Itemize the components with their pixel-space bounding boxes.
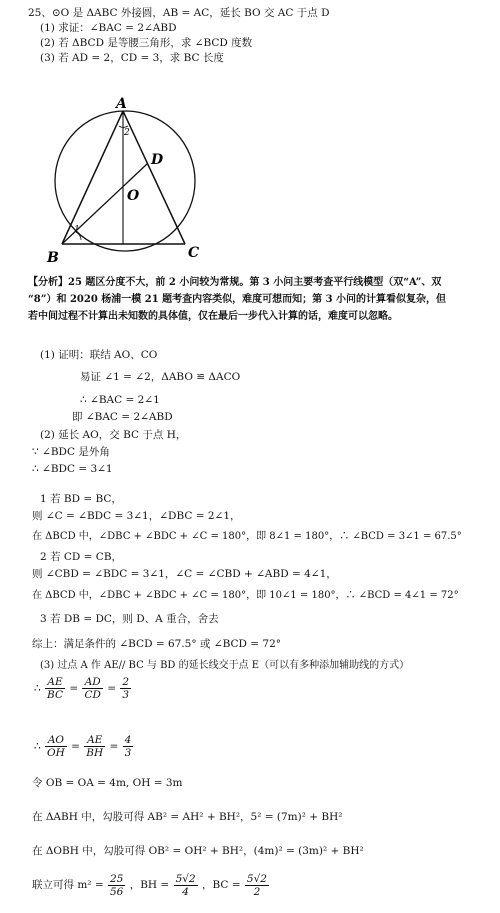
fraction-m-squared: $\frac{25}{56}$: [109, 872, 124, 898]
analysis-line-3: 若中间过程不计算出未知数的具体值，仅在最后一步代入计算的话，难度可以忽略。: [28, 311, 398, 322]
case-1-heading: 1 若 BD = BC，: [40, 493, 122, 505]
fraction-ao-oh: $\frac{AO}{OH}$: [47, 734, 65, 759]
label-b: B: [47, 250, 59, 266]
bc-equals: ，BC =: [201, 879, 241, 891]
fraction-bc: $\frac{5√2}{2}$: [246, 872, 267, 898]
fraction-ae-bh: $\frac{AE}{BH}$: [86, 734, 104, 759]
solution-let-step: 令 OB = OA = 4m, OH = 3m: [32, 777, 183, 789]
problem-part-3: (3) 若 AD = 2，CD = 3，求 BC 长度: [40, 52, 224, 64]
therefore-symbol: ∴: [34, 682, 41, 695]
bh-equals: ，BH =: [129, 879, 170, 891]
case-2-step-2: 在 ΔBCD 中，∠DBC + ∠BDC + ∠C = 180°，即 10∠1 = 180°，∴ ∠BCD = 4∠1 = 72°: [32, 590, 459, 601]
final-result-line: [32, 872, 270, 898]
side-ab: [62, 111, 123, 244]
ratio-line-2: ∴ $\frac{AO}{OH}$ = $\frac{AE}{BH}$ = $\frac{4}{3}$: [34, 734, 132, 759]
label-angle-2: 2: [124, 128, 130, 138]
problem-part-1: (1) 求证：∠BAC = 2∠ABD: [40, 22, 177, 34]
analysis-line-1: 【分析】25 题区分度不大，前 2 小问较为常规。第 3 小问主要考查平行线模型（双“A”、双: [28, 277, 442, 288]
label-angle-1: 1: [74, 225, 80, 235]
label-c: C: [188, 245, 200, 261]
solution-step-1: (1) 证明：联结 AO、CO: [40, 349, 158, 361]
pythagoras-abh: 在 ΔABH 中，勾股可得 AB² = AH² + BH²，5² = (7m)² + BH²: [32, 811, 343, 823]
case-2-step-1: 则 ∠CBD = ∠BDC = 3∠1，∠C = ∠CBD + ∠ABD = 4∠1，: [32, 568, 337, 580]
label-o: O: [127, 188, 140, 204]
final-prefix: 联立可得 m² =: [32, 879, 104, 891]
case-3-heading: 3 若 DB = DC，则 D、A 重合，舍去: [40, 613, 219, 625]
solution-conclusion: 综上：满足条件的 ∠BCD = 67.5° 或 ∠BCD = 72°: [32, 638, 282, 650]
part-3-intro: (3) 过点 A 作 AE// BC 与 BD 的延长线交于点 E（可以有多种添加辅助线的方式）: [40, 660, 410, 671]
pythagoras-obh: 在 ΔOBH 中，勾股可得 OB² = OH² + BH²，(4m)² = (3m)² + BH²: [32, 845, 364, 857]
case-2-heading: 2 若 CD = CB，: [40, 551, 123, 563]
ratio-line-1: ∴ $\frac{AE}{BC}$ = $\frac{AD}{CD}$ = $\frac{2}{3}$: [34, 676, 130, 701]
solution-step-7: ∴ ∠BDC = 3∠1: [32, 463, 113, 475]
label-a: A: [116, 96, 127, 112]
fraction-ae-bc: $\frac{AE}{BC}$: [47, 676, 63, 701]
therefore-symbol: ∴: [34, 740, 41, 753]
solution-step-4: 即 ∠BAC = 2∠ABD: [72, 411, 173, 423]
label-d: D: [151, 152, 164, 168]
solution-step-2: 易证 ∠1 = ∠2，ΔABO ≌ ΔACO: [80, 371, 241, 383]
problem-part-2: (2) 若 ΔBCD 是等腰三角形，求 ∠BCD 度数: [40, 37, 253, 49]
fraction-ad-cd: $\frac{AD}{CD}$: [84, 676, 101, 701]
problem-title: 25、⊙O 是 ΔABC 外接圆，AB = AC，延长 BO 交 AC 于点 D: [28, 7, 330, 19]
solution-step-3: ∴ ∠BAC = 2∠1: [80, 394, 160, 406]
fraction-bh: $\frac{5√2}{4}$: [175, 872, 196, 898]
fraction-2-3: $\frac{2}{3}$: [122, 676, 130, 701]
fraction-4-3: $\frac{4}{3}$: [124, 734, 132, 759]
case-1-step-2: 在 ΔBCD 中，∠DBC + ∠BDC + ∠C = 180°，即 8∠1 = 180°，∴ ∠BCD = 3∠1 = 67.5°: [32, 531, 462, 542]
solution-step-6: ∵ ∠BDC 是外角: [32, 446, 110, 458]
geometry-figure: [40, 92, 220, 270]
solution-step-5: (2) 延长 AO，交 BC 于点 H，: [40, 429, 187, 441]
case-1-step-1: 则 ∠C = ∠BDC = 3∠1，∠DBC = 2∠1，: [32, 510, 241, 522]
analysis-line-2: “8”）和 2020 杨浦一模 21 题考查内容类似，难度可想而知；第 3 小问的计算看似复杂，但: [28, 294, 447, 305]
